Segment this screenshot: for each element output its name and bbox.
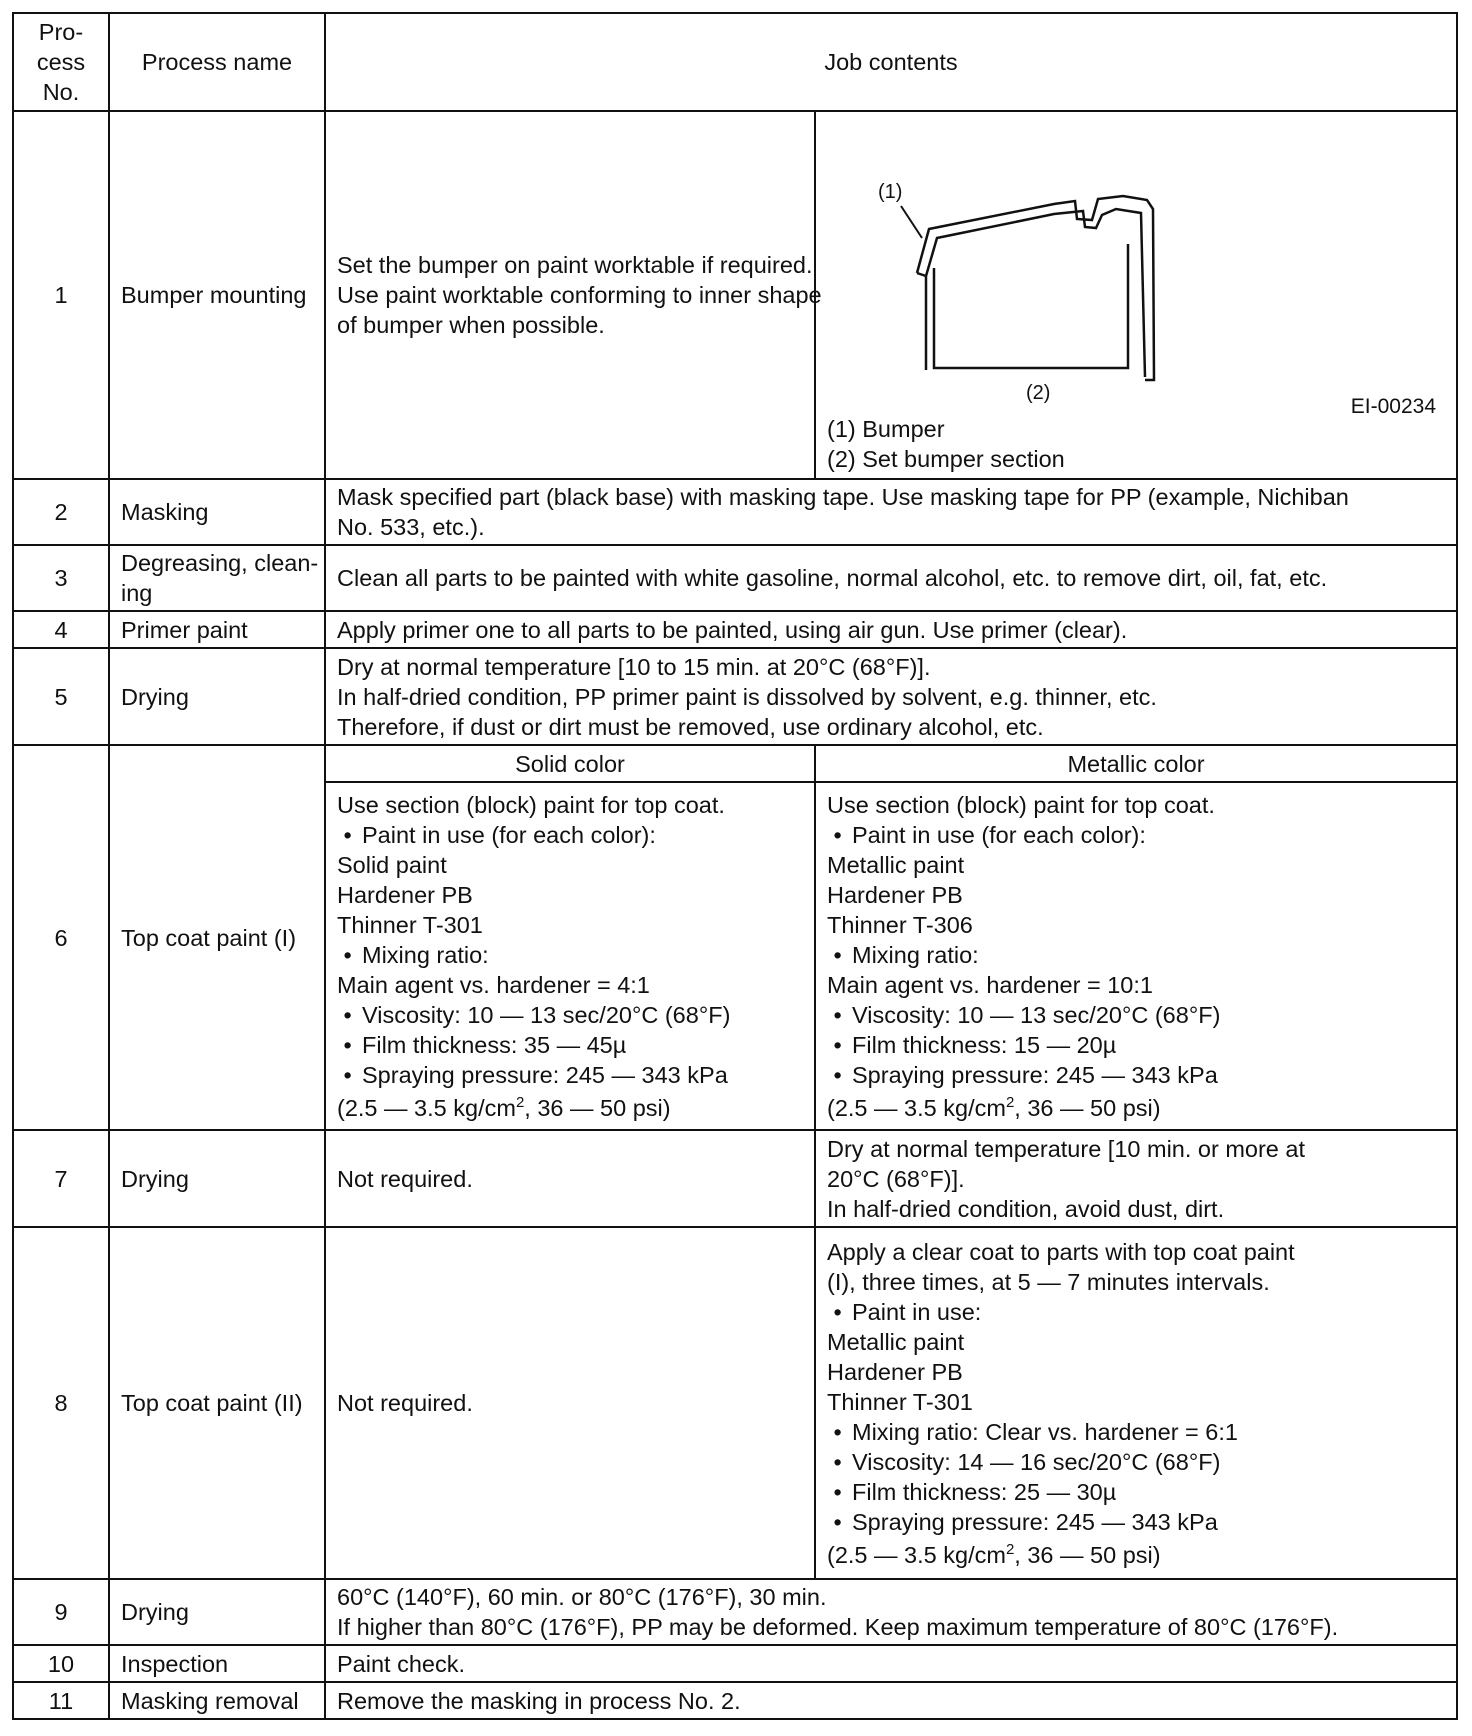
metallic-color-contents: Apply a clear coat to parts with top coat paint (I), three times, at 5 — 7 minutes intervals. • Paint in use: Metallic paint Hardener PB Thinner T-301 • Mixing ratio: Clear vs. hardener = 6:1 • Viscosity: 14 — 16 sec/20°C (68°F) • Film thickness: 25 — 30µ • Spraying pressure: 245 — 343 kPa (2.5 — 3.5 $kg/cm^2$, 36 — 50 psi) <box>815 1227 1457 1579</box>
metallic-color-contents: Dry at normal temperature [10 min. or more at 20°C (68°F)]. In half-dried condition, avoid dust, dirt. <box>815 1130 1457 1227</box>
header-job-contents: Job contents <box>325 13 1457 111</box>
process-name: Inspection <box>109 1645 325 1682</box>
leader-line-1 <box>901 206 922 238</box>
table-row <box>13 745 1457 782</box>
job-contents: Apply primer one to all parts to be painted, using air gun. Use primer (clear). <box>325 611 1457 648</box>
table-row <box>13 611 1457 648</box>
process-table <box>12 12 1458 1720</box>
process-name: Top coat paint (II) <box>109 1227 325 1579</box>
job-contents: Mask specified part (black base) with masking tape. Use masking tape for PP (example, Nichiban No. 533, etc.). <box>325 479 1457 545</box>
bumper-outer-outline <box>917 196 1154 380</box>
process-name: Degreasing, clean- ing <box>109 545 325 611</box>
solid-color-contents: Use section (block) paint for top coat. • Paint in use (for each color): Solid paint Hardener PB Thinner T-301 • Mixing ratio: Main agent vs. hardener = 4:1 • Viscosity: 10 — 13 sec/20°C (68°F) • Film thickness: 35 — 45µ • Spraying pressure: 245 — 343 kPa (2.5 — 3.5 $kg/cm^2$, 36 — 50 psi) <box>325 782 815 1130</box>
process-name: Drying <box>109 1579 325 1645</box>
figure-label-2: (2) <box>1026 382 1051 404</box>
legend-item: (2) Set bumper section <box>827 446 1065 472</box>
process-sheet <box>12 12 1458 1720</box>
process-name: Masking <box>109 479 325 545</box>
process-name: Drying <box>109 1130 325 1227</box>
process-name: Drying <box>109 648 325 745</box>
process-name: Masking removal <box>109 1682 325 1719</box>
legend-item: (1) Bumper <box>827 416 945 442</box>
header-process-no: Pro- cess No. <box>13 13 109 111</box>
process-no: 9 <box>13 1579 109 1645</box>
job-contents: Remove the masking in process No. 2. <box>325 1682 1457 1719</box>
solid-color-contents: Not required. <box>325 1227 815 1579</box>
table-row <box>13 479 1457 545</box>
bumper-inner-outline <box>926 209 1145 377</box>
table-row <box>13 1227 1457 1579</box>
figure-code: EI-00234 <box>1350 395 1436 418</box>
set-bumper-section <box>934 244 1128 368</box>
table-row <box>13 648 1457 745</box>
table-row <box>13 1645 1457 1682</box>
header-process-name: Process name <box>109 13 325 111</box>
table-row <box>13 1682 1457 1719</box>
job-contents: Set the bumper on paint worktable if required. Use paint worktable conforming to inner shape of bumper when possible. <box>325 111 815 479</box>
job-contents: Clean all parts to be painted with white gasoline, normal alcohol, etc. to remove dirt, oil, fat, etc. <box>325 545 1457 611</box>
process-name: Top coat paint (I) <box>109 745 325 1130</box>
job-contents: Dry at normal temperature [10 to 15 min. at 20°C (68°F)]. In half-dried condition, PP primer paint is dissolved by solvent, e.g. thinner, etc. Therefore, if dust or dirt must be removed, use ordinary alcohol, etc. <box>325 648 1457 745</box>
figure-legend <box>827 414 1065 474</box>
metallic-color-contents: Use section (block) paint for top coat. • Paint in use (for each color): Metallic paint Hardener PB Thinner T-306 • Mixing ratio: Main agent vs. hardener = 10:1 • Viscosity: 10 — 13 sec/20°C (68°F) • Film thickness: 15 — 20µ • Spraying pressure: 245 — 343 kPa (2.5 — 3.5 $kg/cm^2$, 36 — 50 psi) <box>815 782 1457 1130</box>
job-contents: 60°C (140°F), 60 min. or 80°C (176°F), 30 min. If higher than 80°C (176°F), PP may be deformed. Keep maximum temperature of 80°C (176°F). <box>325 1579 1457 1645</box>
table-row <box>13 545 1457 611</box>
header-row <box>13 13 1457 111</box>
table-row <box>13 1130 1457 1227</box>
job-contents: Paint check. <box>325 1645 1457 1682</box>
process-no: 6 <box>13 745 109 1130</box>
process-no: 7 <box>13 1130 109 1227</box>
process-no: 8 <box>13 1227 109 1579</box>
process-no: 5 <box>13 648 109 745</box>
bumper-diagram <box>816 112 1356 412</box>
process-no: 4 <box>13 611 109 648</box>
table-row <box>13 111 1457 479</box>
figure-label-1: (1) <box>878 181 903 203</box>
bumper-figure-cell <box>815 111 1457 479</box>
process-no: 10 <box>13 1645 109 1682</box>
process-no: 3 <box>13 545 109 611</box>
process-no: 11 <box>13 1682 109 1719</box>
table-row <box>13 1579 1457 1645</box>
metallic-color-header: Metallic color <box>815 745 1457 782</box>
solid-color-contents: Not required. <box>325 1130 815 1227</box>
process-no: 2 <box>13 479 109 545</box>
process-name: Bumper mounting <box>109 111 325 479</box>
process-no: 1 <box>13 111 109 479</box>
process-name: Primer paint <box>109 611 325 648</box>
solid-color-header: Solid color <box>325 745 815 782</box>
